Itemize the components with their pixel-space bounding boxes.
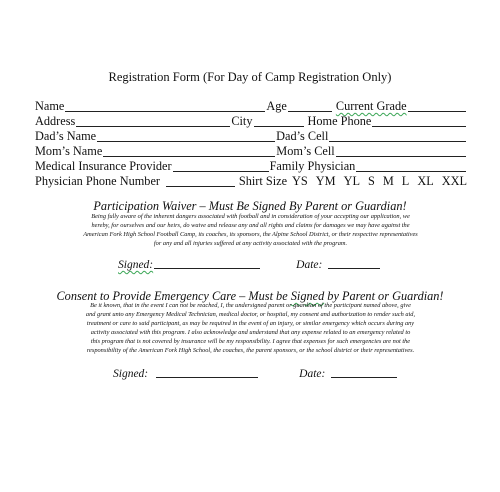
name-label: Name xyxy=(35,99,65,113)
dads-cell-label: Dad’s Cell xyxy=(276,129,329,143)
dads-name-line[interactable] xyxy=(97,141,275,142)
consent-line: Be it known, that in the event I can not be reached, I, the undersigned parent or guardian of the participant named above, give xyxy=(90,302,411,309)
waiver-title: Participation Waiver – Must Be Signed By Parent or Guardian! xyxy=(93,199,407,213)
consent-line: this program that is not covered by insurance will be my responsibility. I agree that expenses for such emergencies are not the xyxy=(90,337,411,345)
dads-cell-line[interactable] xyxy=(329,141,466,142)
age-label: Age xyxy=(266,99,287,113)
row-name-age-grade xyxy=(35,99,467,114)
waiver-signed-label: Signed: xyxy=(118,259,154,271)
size-yl[interactable]: YL xyxy=(343,174,361,188)
size-l[interactable]: L xyxy=(401,174,410,188)
physician-phone-label: Physician Phone Number xyxy=(35,174,161,188)
size-s[interactable]: S xyxy=(368,174,375,188)
waiver-text xyxy=(34,213,467,249)
waiver-line: Being fully aware of the inherent dangers associated with football and in consideration of your accepting our application, we xyxy=(91,213,410,220)
address-line[interactable] xyxy=(76,126,230,127)
moms-name-line[interactable] xyxy=(103,156,275,157)
consent-text xyxy=(34,302,467,355)
waiver-date-label: Date: xyxy=(296,259,323,271)
waiver-signature-line[interactable] xyxy=(154,268,260,269)
city-label: City xyxy=(231,114,253,128)
moms-name-label: Mom’s Name xyxy=(35,144,103,158)
address-label: Address xyxy=(35,114,76,128)
waiver-line: for any and all injuries suffered at any activity associated with the program. xyxy=(153,239,348,247)
moms-cell-line[interactable] xyxy=(336,156,466,157)
row-dad xyxy=(35,129,467,144)
current-grade-label: Current Grade xyxy=(335,99,407,113)
consent-line: treatment or care to said participant, as may be required in the event of an injury, or similar emergency which occurs during any xyxy=(86,319,415,327)
row-physician-phone-shirt xyxy=(35,174,467,189)
consent-line: and grant unto any Emergency Medical Technician, medical doctor, or hospital, my consent and authorization to render such aid, xyxy=(85,310,416,318)
size-m[interactable]: M xyxy=(382,174,394,188)
consent-signature-line[interactable] xyxy=(156,377,258,378)
consent-date-label: Date: xyxy=(299,368,326,380)
size-xl[interactable]: XL xyxy=(417,174,434,188)
row-mom xyxy=(35,144,467,159)
current-grade-line[interactable] xyxy=(408,111,466,112)
home-phone-line[interactable] xyxy=(372,126,466,127)
consent-signed-label: Signed: xyxy=(113,368,149,380)
size-ym[interactable]: YM xyxy=(315,174,336,188)
physician-phone-line[interactable] xyxy=(166,186,235,187)
family-physician-line[interactable] xyxy=(356,171,466,172)
name-line[interactable] xyxy=(65,111,265,112)
home-phone-label: Home Phone xyxy=(307,114,372,128)
form-title: Registration Form (For Day of Camp Registration Only) xyxy=(108,70,392,84)
consent-title: Consent to Provide Emergency Care – Must be Signed by Parent or Guardian! xyxy=(56,289,444,303)
waiver-line: American Fork High School Football Camp, its coaches, its sponsors, the Alpine School District, or their respective representatives xyxy=(83,230,418,238)
medical-insurance-line[interactable] xyxy=(173,171,269,172)
moms-cell-label: Mom’s Cell xyxy=(276,144,335,158)
medical-insurance-label: Medical Insurance Provider xyxy=(35,159,172,173)
shirt-size-label: Shirt Size xyxy=(238,174,288,188)
city-line[interactable] xyxy=(254,126,304,127)
waiver-date-line[interactable] xyxy=(328,268,380,269)
shirt-size-options xyxy=(292,174,467,189)
dads-name-label: Dad’s Name xyxy=(35,129,97,143)
size-ys[interactable]: YS xyxy=(292,174,308,188)
age-line[interactable] xyxy=(288,111,332,112)
consent-signature-row xyxy=(113,368,398,380)
consent-date-line[interactable] xyxy=(331,377,397,378)
waiver-line: hereby, for ourselves and our heirs, do waive and release any and all rights and claims for damages we may have against the xyxy=(91,221,410,229)
waiver-signature-row xyxy=(118,259,381,271)
row-medical xyxy=(35,159,467,174)
consent-line: responsibility of the American Fork High School, the coaches, the parent sponsors, or the school district or their representatives. xyxy=(86,346,415,354)
row-address-city-phone xyxy=(35,114,467,129)
consent-line: activity associated with this program. I also acknowledge and understand that any expense related to an emergency related to xyxy=(90,328,411,336)
size-xxl[interactable]: XXL xyxy=(441,174,467,188)
family-physician-label: Family Physician xyxy=(269,159,356,173)
